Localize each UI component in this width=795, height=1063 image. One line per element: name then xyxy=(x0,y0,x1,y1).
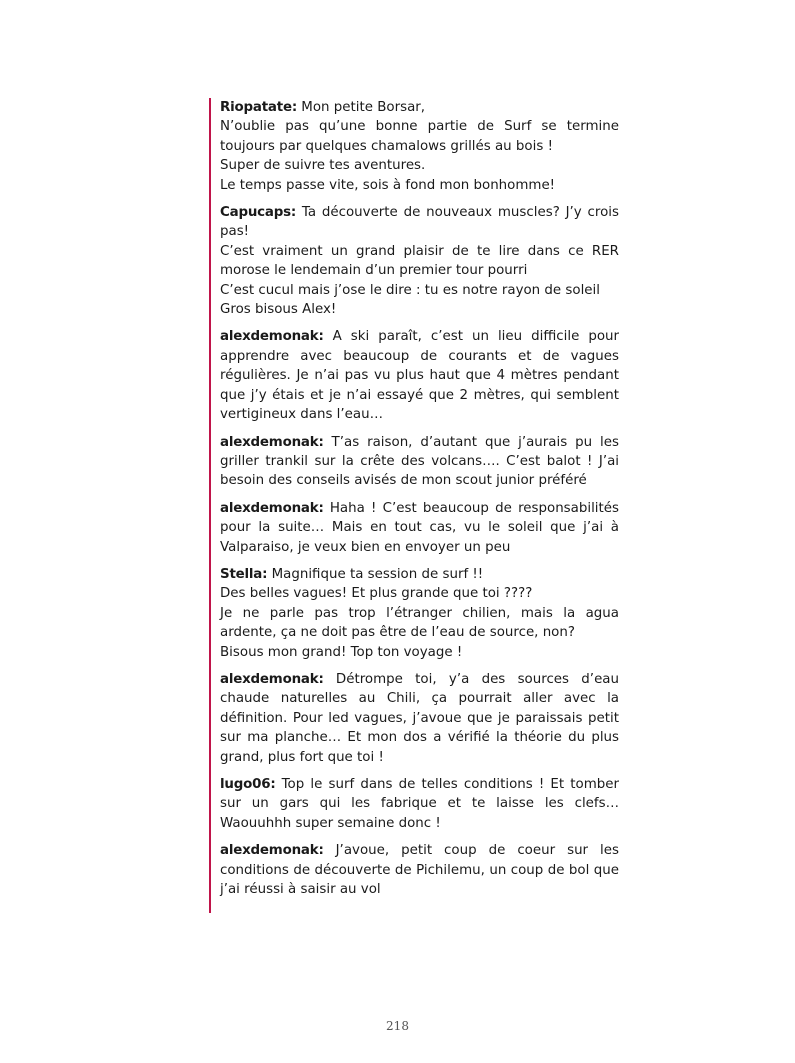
comment-author: Riopatate: xyxy=(220,100,297,115)
comment xyxy=(220,775,619,833)
comment-text: Ta découverte de nouveaux muscles? J’y crois pas! xyxy=(220,205,619,240)
comment-text: T’as raison, d’autant que j’aurais pu les griller trankil sur la crête des volcans…. C’est balot ! J’ai besoin des conseils avisés de mon scout junior préféré xyxy=(220,434,619,489)
comment-text: Gros bisous Alex! xyxy=(220,302,337,318)
comment-text: J’avoue, petit coup de coeur sur les conditions de découverte de Pichilemu, un coup de bol que j’ai réussi à saisir au vol xyxy=(220,843,619,898)
comment xyxy=(220,433,619,491)
comment-author: lugo06: xyxy=(220,777,276,792)
comment-author: alexdemonak: xyxy=(220,671,324,687)
comment-text: Top le surf dans de telles conditions ! Et tomber sur un gars qui les fabrique et te laisse les clefs… Waouuhhh super semaine donc ! xyxy=(220,777,619,831)
comment-author: alexdemonak: xyxy=(220,434,324,450)
comment-text: Mon petite Borsar, xyxy=(301,100,426,115)
comment-text: Haha ! C’est beaucoup de responsabilités pour la suite… Mais en tout cas, vu le soleil que j’ai à Valparaiso, je veux bien en envoyer un peu xyxy=(220,500,619,555)
comment-text: Super de suivre tes aventures. xyxy=(220,158,426,174)
comment-text: C’est cucul mais j’ose le dire : tu es notre rayon de soleil xyxy=(220,282,600,298)
comment-author: alexdemonak: xyxy=(220,500,324,516)
comment-author: alexdemonak: xyxy=(220,329,324,345)
comment-text: Je ne parle pas trop l’étranger chilien, mais la agua ardente, ça ne doit pas être de l’eau de source, non? xyxy=(220,605,619,641)
comment-text: Magnifique ta session de surf !! xyxy=(271,566,484,582)
page-number: 218 xyxy=(386,1019,409,1033)
comment xyxy=(220,98,619,195)
comment-text: C’est vraiment un grand plaisir de te lire dans ce RER morose le lendemain d’un premier tour pourri xyxy=(220,243,619,279)
comment-text: N’oublie pas qu’une bonne partie de Surf se termine toujours par quelques chamalows grillés au bois ! xyxy=(220,119,619,154)
comment xyxy=(220,327,619,424)
comment xyxy=(220,203,619,319)
comment-author: Capucaps: xyxy=(220,205,297,221)
comment-text: Bisous mon grand! Top ton voyage ! xyxy=(220,644,463,660)
comment-author: alexdemonak: xyxy=(220,843,324,859)
comment-text: A ski paraît, c’est un lieu difficile pour apprendre avec beaucoup de courants et de vagues régulières. Je n’ai pas vu plus haut que 4 mètres pendant que j’y étais et je n’ai essayé que 2 mètres, qui semblent vertigineux dans l’eau… xyxy=(220,329,620,423)
comment xyxy=(220,841,619,899)
comment-text: Détrompe toi, y’a des sources d’eau chaude naturelles au Chili, ça pourrait aller avec la définition. Pour led vagues, j’avoue que je paraissais petit sur ma planche… Et mon dos a vérifié la théorie du plus grand, plus fort que toi ! xyxy=(220,671,619,765)
comment xyxy=(220,670,619,767)
comment-text: Le temps passe vite, sois à fond mon bonhomme! xyxy=(220,177,556,193)
comment-author: Stella: xyxy=(220,566,268,582)
comment-text: Des belles vagues! Et plus grande que toi ???? xyxy=(220,586,533,602)
comment xyxy=(220,499,619,557)
comment xyxy=(220,565,619,662)
comments-section xyxy=(209,98,619,913)
